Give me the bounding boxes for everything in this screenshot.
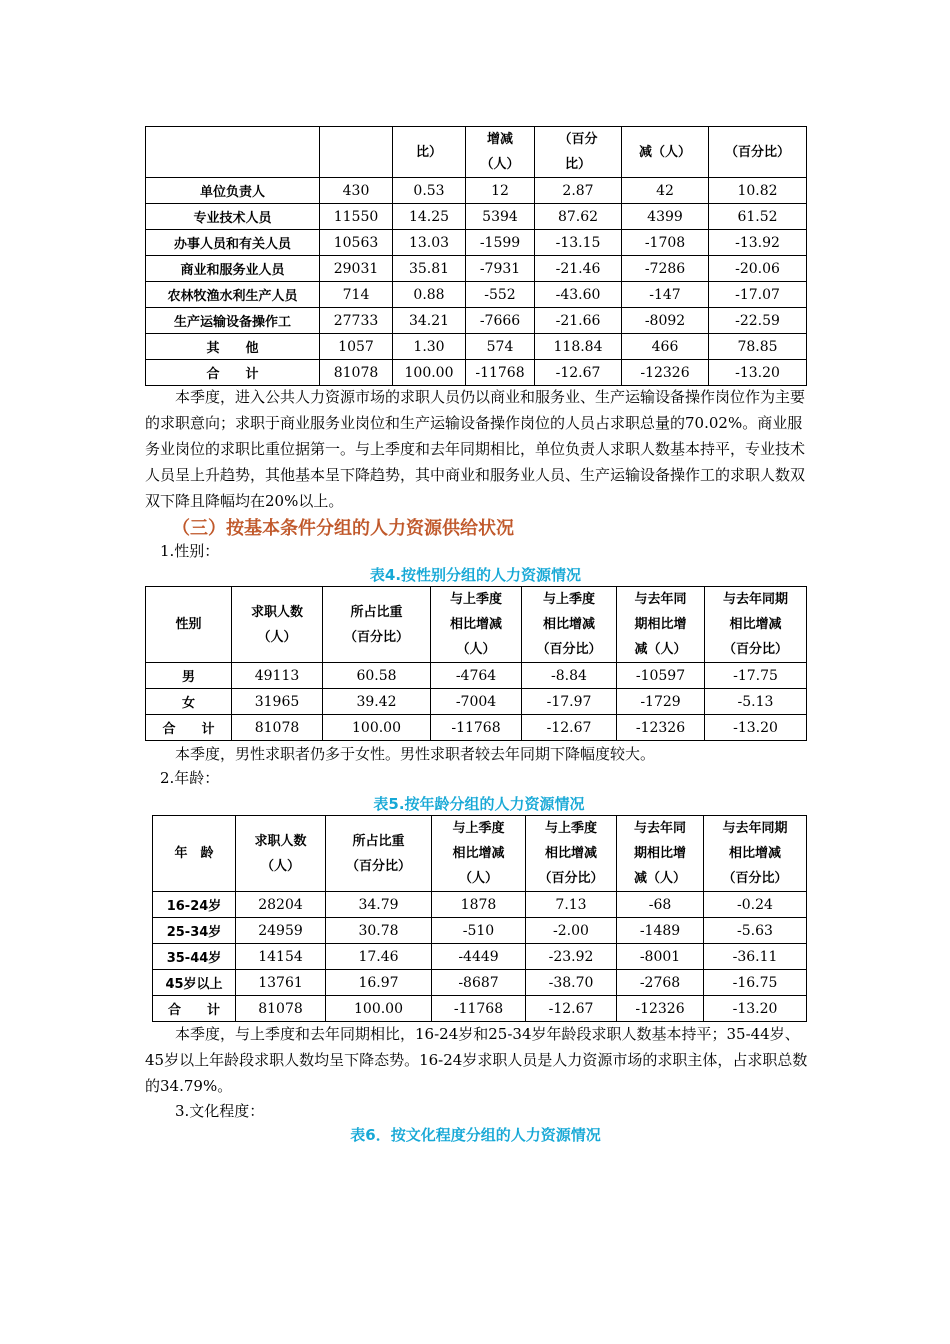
value-cell: 1878 [432,892,526,918]
section-heading: （三）按基本条件分组的人力资源供给状况 [172,518,514,539]
value-cell: 39.42 [323,689,431,715]
value-cell: -1599 [466,230,535,256]
value-cell: -23.92 [526,944,617,970]
value-cell: 34.79 [326,892,432,918]
gender-subheading: 1.性别： [160,542,220,560]
value-cell: -4449 [432,944,526,970]
value-cell: -38.70 [526,970,617,996]
table-row [146,178,807,204]
value-cell: -147 [622,282,709,308]
value-cell: 7.13 [526,892,617,918]
value-cell: 714 [320,282,393,308]
age-paragraph: 本季度，与上季度和去年同期相比，16-24岁和25-34岁年龄段求职人数基本持平；35-44岁、 45岁以上年龄段求职人数均呈下降态势。16-24岁求职人员是人力资源市场的求职主体，占求职总数的34.79%。 [145,1025,808,1095]
header-cell: 与上季度 相比增减 （百分比） [522,587,617,663]
value-cell: -2768 [617,970,704,996]
value-cell: 10.82 [709,178,807,204]
value-cell: 31965 [232,689,323,715]
value-cell: 0.53 [393,178,466,204]
value-cell: 49113 [232,663,323,689]
row-label-cell: 25-34岁 [153,918,236,944]
value-cell: -552 [466,282,535,308]
value-cell: 0.88 [393,282,466,308]
table-header-row [153,816,807,892]
value-cell: -17.97 [522,689,617,715]
value-cell: -8092 [622,308,709,334]
value-cell: 42 [622,178,709,204]
header-cell: 与上季度 相比增减 （人） [432,816,526,892]
value-cell: -21.46 [535,256,622,282]
row-label-cell: 合 计 [146,715,232,741]
value-cell: -7286 [622,256,709,282]
value-cell: 118.84 [535,334,622,360]
value-cell: 100.00 [323,715,431,741]
value-cell: -8.84 [522,663,617,689]
value-cell: -11768 [432,996,526,1022]
value-cell: -13.15 [535,230,622,256]
table4-caption: 表4.按性别分组的人力资源情况 [369,566,582,584]
value-cell: -12.67 [526,996,617,1022]
value-cell: -1729 [617,689,705,715]
value-cell: 4399 [622,204,709,230]
table-row [146,663,807,689]
row-label-cell: 45岁以上 [153,970,236,996]
value-cell: -20.06 [709,256,807,282]
row-label-cell: 单位负责人 [146,178,320,204]
value-cell: 24959 [236,918,326,944]
row-label-cell: 16-24岁 [153,892,236,918]
value-cell: -7666 [466,308,535,334]
header-cell: 性别 [146,587,232,663]
education-subheading: 3.文化程度： [175,1102,265,1120]
value-cell: 14.25 [393,204,466,230]
table-row [146,230,807,256]
value-cell: -1708 [622,230,709,256]
value-cell: 574 [466,334,535,360]
value-cell: 430 [320,178,393,204]
value-cell: -1489 [617,918,704,944]
age-subheading: 2.年龄： [160,769,220,787]
header-cell: 求职人数 （人） [236,816,326,892]
value-cell: -510 [432,918,526,944]
value-cell: -12.67 [522,715,617,741]
value-cell: -17.75 [705,663,807,689]
header-cell: 所占比重 （百分比） [323,587,431,663]
value-cell: -7004 [431,689,522,715]
header-cell: （百分 比） [535,127,622,178]
table-row [146,360,807,386]
header-cell: 比） [393,127,466,178]
row-label-cell: 女 [146,689,232,715]
value-cell: -16.75 [704,970,807,996]
row-label-cell: 农林牧渔水利生产人员 [146,282,320,308]
value-cell: -36.11 [704,944,807,970]
header-cell: 与去年同期 相比增减 （百分比） [705,587,807,663]
value-cell: -4764 [431,663,522,689]
value-cell: -10597 [617,663,705,689]
value-cell: 1057 [320,334,393,360]
value-cell: 1.30 [393,334,466,360]
value-cell: 81078 [320,360,393,386]
value-cell: 81078 [232,715,323,741]
header-cell: 年 龄 [153,816,236,892]
row-label-cell: 合 计 [153,996,236,1022]
header-cell: 与去年同期 相比增减 （百分比） [704,816,807,892]
value-cell: -11768 [466,360,535,386]
header-cell [320,127,393,178]
value-cell: 28204 [236,892,326,918]
value-cell: 10563 [320,230,393,256]
value-cell: -17.07 [709,282,807,308]
table-row [153,892,807,918]
value-cell: 13.03 [393,230,466,256]
table-row [153,918,807,944]
row-label-cell: 合 计 [146,360,320,386]
table-row [146,334,807,360]
header-cell: （百分比） [709,127,807,178]
value-cell: 29031 [320,256,393,282]
value-cell: -7931 [466,256,535,282]
value-cell: 13761 [236,970,326,996]
header-cell: 所占比重 （百分比） [326,816,432,892]
table5-caption: 表5.按年龄分组的人力资源情况 [373,795,585,813]
table-row [146,256,807,282]
value-cell: 81078 [236,996,326,1022]
value-cell: -68 [617,892,704,918]
value-cell: -13.20 [705,715,807,741]
value-cell: 100.00 [393,360,466,386]
value-cell: -43.60 [535,282,622,308]
value-cell: -5.63 [704,918,807,944]
value-cell: 61.52 [709,204,807,230]
row-label-cell: 办事人员和有关人员 [146,230,320,256]
table-row [146,282,807,308]
header-cell: 求职人数 （人） [232,587,323,663]
occupation-paragraph: 本季度，进入公共人力资源市场的求职人员仍以商业和服务业、生产运输设备操作岗位作为主要的求职意向；求职于商业服务业岗位和生产运输设备操作岗位的人员占求职总量的70.02%。商业服务业岗位的求职比重位据第一。与上季度和去年同期相比，单位负责人求职人数基本持平，专业技术人员呈上升趋势，其他基本呈下降趋势，其中商业和服务业人员、生产运输设备操作工的求职人数双双下降且降幅均在20%以上。 [145,388,806,510]
value-cell: -22.59 [709,308,807,334]
value-cell: 2.87 [535,178,622,204]
value-cell: 30.78 [326,918,432,944]
table-row [146,715,807,741]
row-label-cell: 其 他 [146,334,320,360]
row-label-cell: 35-44岁 [153,944,236,970]
value-cell: -5.13 [705,689,807,715]
value-cell: -8001 [617,944,704,970]
header-cell: 增减 （人） [466,127,535,178]
value-cell: -12.67 [535,360,622,386]
row-label-cell: 专业技术人员 [146,204,320,230]
gender-paragraph: 本季度，男性求职者仍多于女性。男性求职者较去年同期下降幅度较大。 [175,745,656,763]
value-cell: 27733 [320,308,393,334]
value-cell: 16.97 [326,970,432,996]
table6-caption: 表6．按文化程度分组的人力资源情况 [350,1126,601,1144]
header-cell [146,127,320,178]
table-row [146,308,807,334]
table-row [146,689,807,715]
value-cell: -11768 [431,715,522,741]
header-cell: 与上季度 相比增减 （人） [431,587,522,663]
table-row [146,204,807,230]
value-cell: -13.20 [704,996,807,1022]
value-cell: -12326 [617,996,704,1022]
age-table [152,815,807,1022]
table-row [153,970,807,996]
row-label-cell: 生产运输设备操作工 [146,308,320,334]
gender-table [145,586,807,741]
value-cell: -13.20 [709,360,807,386]
row-label-cell: 男 [146,663,232,689]
header-cell: 与去年同 期相比增 减（人） [617,816,704,892]
value-cell: -13.92 [709,230,807,256]
value-cell: 17.46 [326,944,432,970]
table-header-row [146,587,807,663]
value-cell: 87.62 [535,204,622,230]
header-cell: 与去年同 期相比增 减（人） [617,587,705,663]
value-cell: 466 [622,334,709,360]
table-row [153,944,807,970]
value-cell: -12326 [622,360,709,386]
value-cell: 35.81 [393,256,466,282]
value-cell: 14154 [236,944,326,970]
value-cell: 100.00 [326,996,432,1022]
value-cell: -21.66 [535,308,622,334]
row-label-cell: 商业和服务业人员 [146,256,320,282]
value-cell: 12 [466,178,535,204]
occupation-table [145,126,807,386]
value-cell: -2.00 [526,918,617,944]
value-cell: 78.85 [709,334,807,360]
value-cell: 60.58 [323,663,431,689]
value-cell: 5394 [466,204,535,230]
header-cell: 与上季度 相比增减 （百分比） [526,816,617,892]
table-row [153,996,807,1022]
value-cell: -0.24 [704,892,807,918]
value-cell: 34.21 [393,308,466,334]
value-cell: 11550 [320,204,393,230]
value-cell: -8687 [432,970,526,996]
table-header-row [146,127,807,178]
value-cell: -12326 [617,715,705,741]
header-cell: 减（人） [622,127,709,178]
